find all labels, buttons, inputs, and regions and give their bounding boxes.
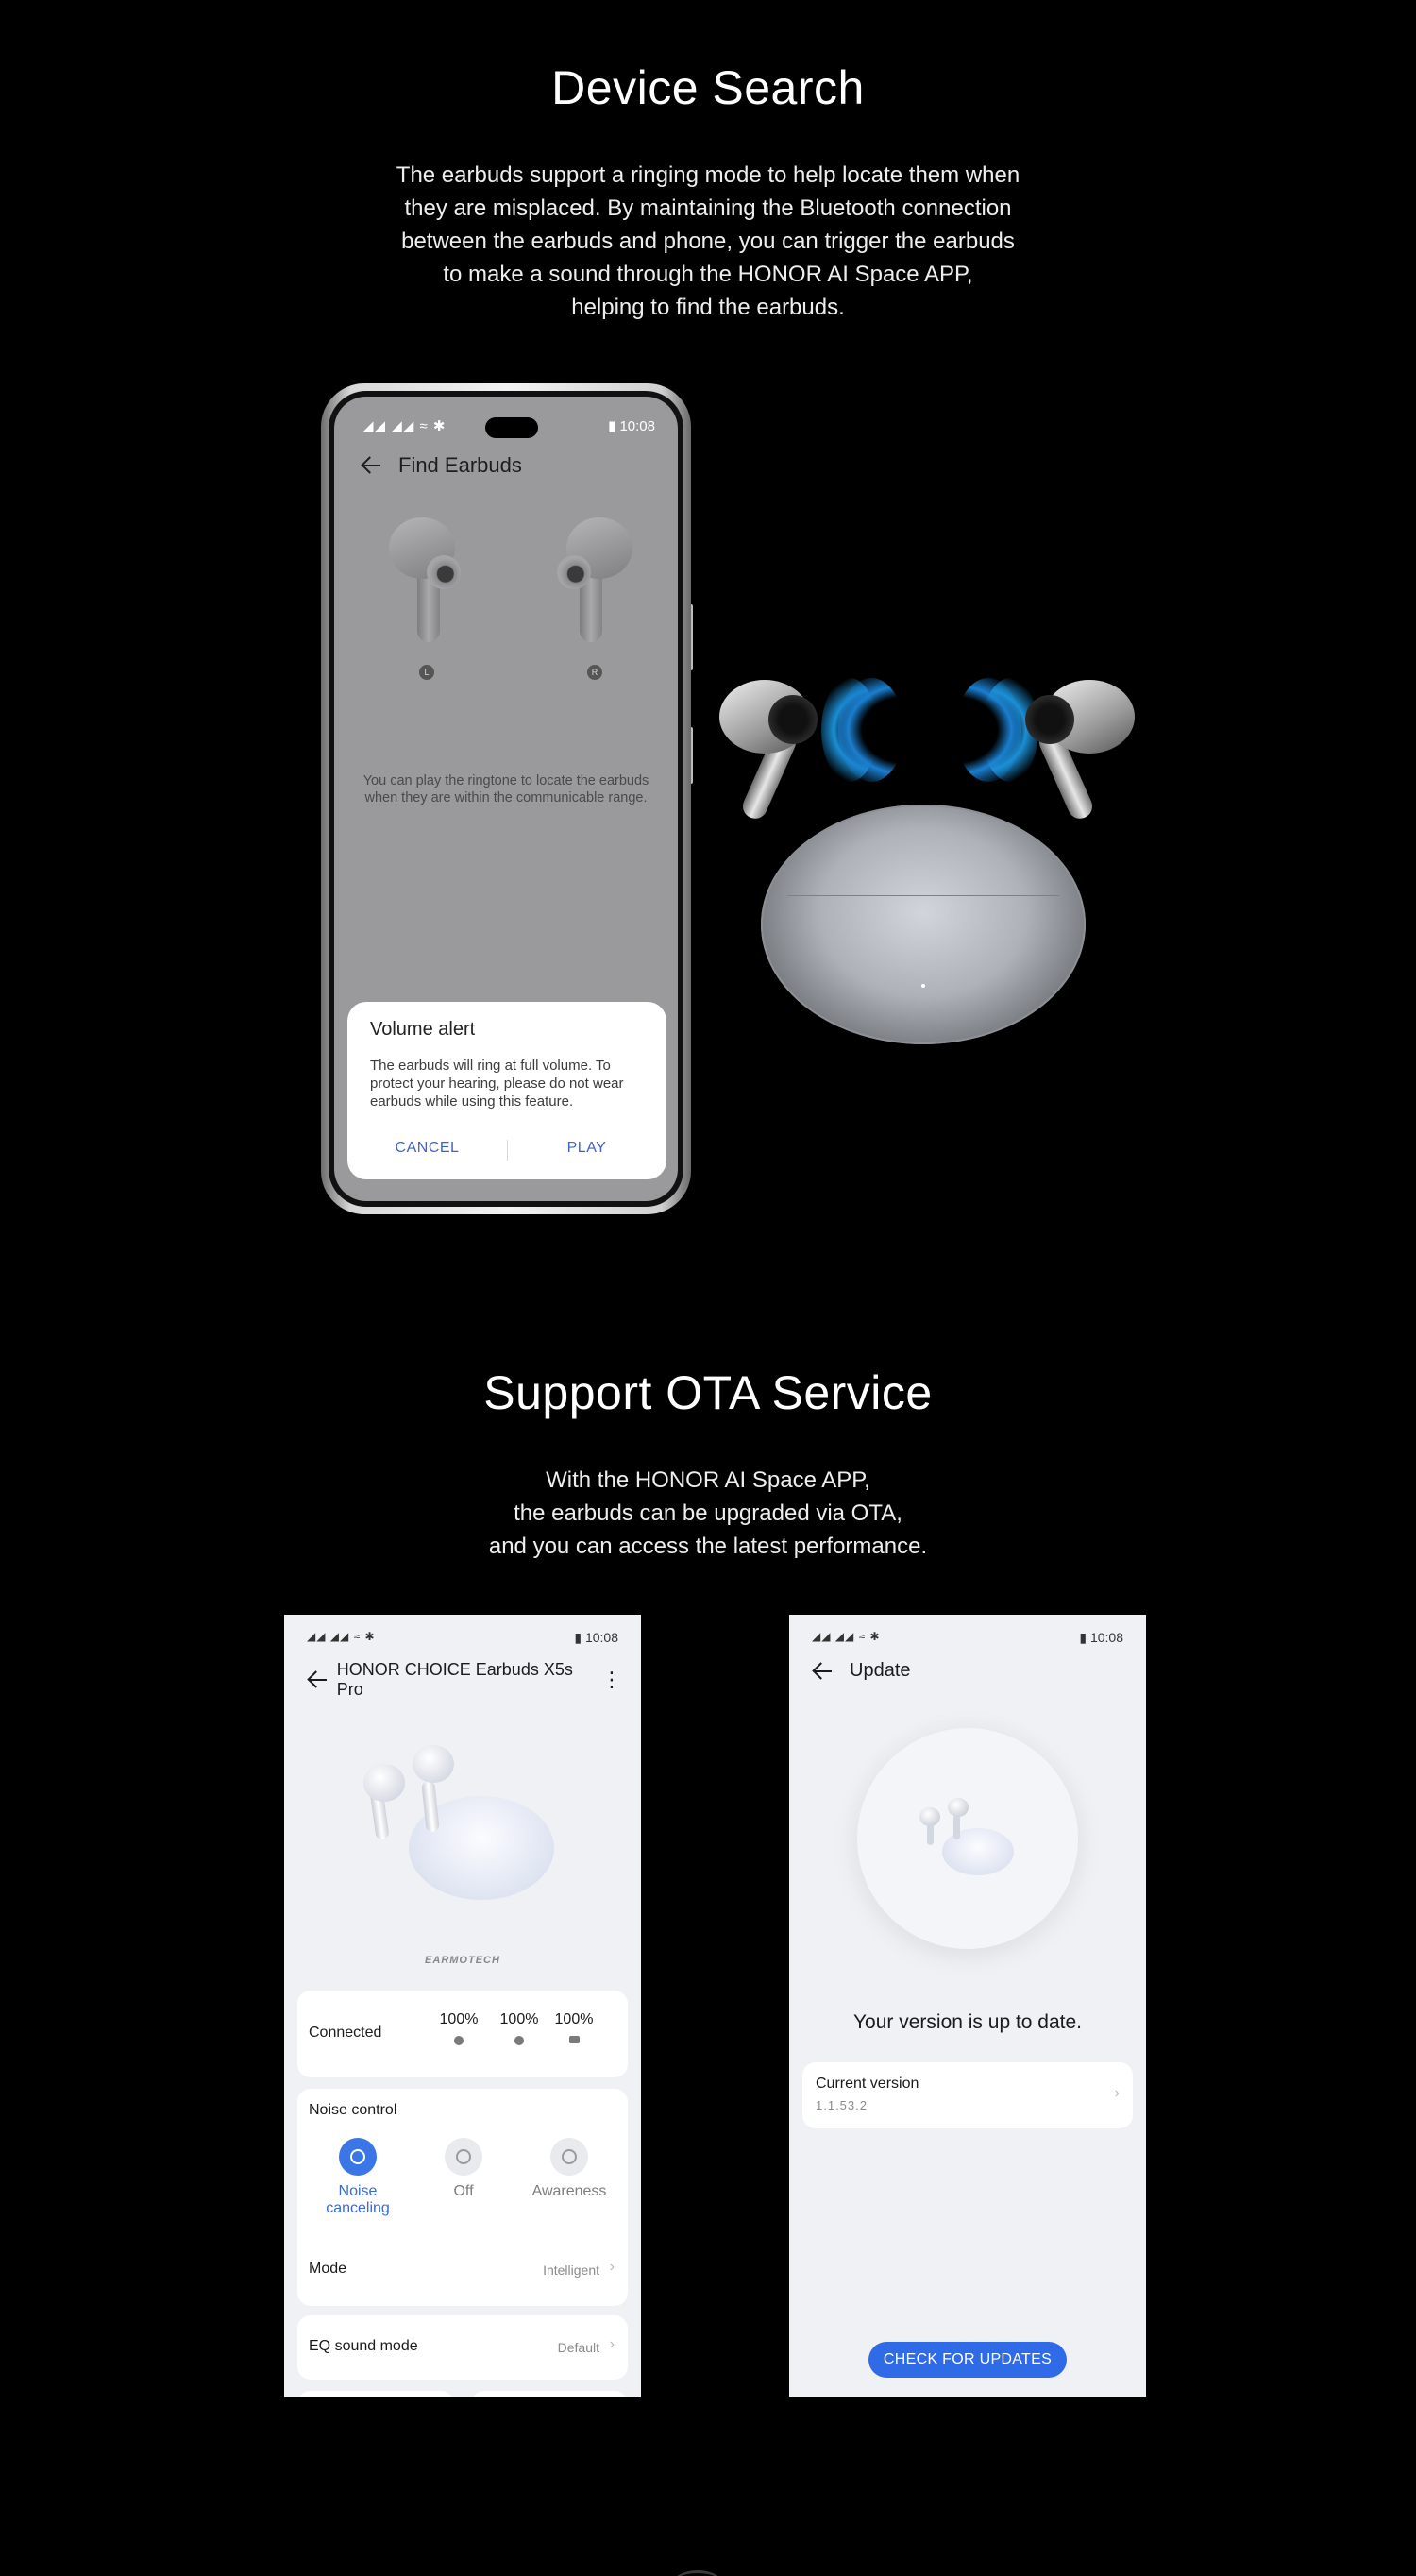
case-battery [552, 2011, 596, 2043]
earbud-tip [768, 695, 818, 744]
left-bud-battery [437, 2011, 480, 2045]
find-earbuds-phone [321, 383, 691, 1214]
noise-off-icon [445, 2138, 482, 2176]
product-bud [919, 1807, 940, 1826]
camera-notch [485, 417, 538, 438]
case-icon [569, 2036, 580, 2043]
update-screen [789, 1615, 1146, 2397]
chevron-right-icon: › [1114, 2085, 1120, 2101]
case-led [921, 984, 925, 988]
sound-wave [838, 678, 904, 782]
cancel-button[interactable]: CANCEL [395, 1140, 460, 1156]
screen-header [361, 453, 522, 478]
phone-bezel [329, 391, 683, 1207]
signal-icons: ◢◢ ◢◢ ≈ ✱ [362, 418, 447, 434]
back-arrow-icon[interactable] [812, 1661, 833, 1682]
right-earbud-badge: R [587, 665, 602, 680]
left-earbud-image[interactable] [389, 517, 464, 640]
screen-title: Find Earbuds [398, 453, 522, 477]
screen-header [812, 1660, 1127, 1682]
up-to-date-status: Your version is up to date. [852, 2011, 1083, 2033]
desc-line: to make a sound through the HONOR AI Space APP, [443, 262, 973, 287]
noise-canceling-option[interactable] [311, 2138, 405, 2217]
earbud-tip [557, 555, 591, 589]
status-time: ▮ 10:08 [574, 1630, 618, 1645]
chevron-right-icon: › [609, 2259, 615, 2275]
volume-alert-dialog [347, 1002, 666, 1179]
desc-line: and you can access the latest performance. [488, 1534, 928, 1559]
awareness-option[interactable] [522, 2138, 616, 2200]
signal-icons: ◢◢ ◢◢ ≈ ✱ [307, 1630, 376, 1643]
left-earbud-badge: L [419, 665, 434, 680]
back-arrow-icon[interactable] [307, 1669, 328, 1690]
current-version-value: 1.1.53.2 [816, 2098, 868, 2112]
left-bud-icon [454, 2036, 464, 2045]
battery-value: 100% [499, 2011, 539, 2027]
dialog-actions [347, 1140, 666, 1162]
mode-label: Mode [309, 2261, 347, 2277]
ringtone-hint: You can play the ringtone to locate the earbuds when they are within the communicable range. [362, 773, 649, 805]
noise-off-option[interactable] [416, 2138, 511, 2200]
current-version-label: Current version [816, 2076, 919, 2092]
desc-line: they are misplaced. By maintaining the Bluetooth connection [404, 195, 1012, 221]
noise-canceling-icon [339, 2138, 377, 2176]
status-bar [812, 1630, 1123, 1647]
ota-title: Support OTA Service [483, 1366, 933, 1419]
earbuds-detail-screen [284, 1615, 641, 2397]
status-time: ▮ 10:08 [1079, 1630, 1123, 1645]
product-bud-stem [953, 1815, 960, 1839]
check-for-updates-button[interactable]: CHECK FOR UPDATES [868, 2342, 1067, 2378]
eq-label: EQ sound mode [309, 2338, 418, 2354]
desc-line: between the earbuds and phone, you can trigger the earbuds [401, 229, 1015, 254]
status-time: ▮ 10:08 [608, 418, 655, 434]
product-bud [948, 1798, 969, 1817]
connection-card [297, 1991, 628, 2077]
product-bud [413, 1745, 454, 1783]
option-label: Awareness [531, 2183, 607, 2199]
dialog-body: The earbuds will ring at full volume. To protect your hearing, please do not wear earbuds while using this feature. [370, 1058, 624, 1110]
ota-description [0, 1464, 1416, 1563]
connected-label: Connected [309, 2025, 382, 2041]
mode-value: Intelligent [543, 2262, 599, 2278]
desc-line: helping to find the earbuds. [571, 295, 845, 320]
current-version-row[interactable] [802, 2062, 1133, 2128]
screen-title: Update [850, 1660, 911, 1681]
brand-mark: EARMOTECH [425, 1955, 500, 1966]
partial-card [297, 2391, 454, 2397]
right-bud-battery [497, 2011, 541, 2045]
battery-value: 100% [439, 2011, 479, 2027]
signal-icons: ◢◢ ◢◢ ≈ ✱ [812, 1630, 881, 1643]
device-search-description [0, 159, 1416, 324]
find-earbuds-screen [334, 397, 678, 1201]
product-bud [363, 1764, 405, 1802]
back-arrow-icon[interactable] [361, 455, 381, 476]
product-image [350, 1736, 577, 1906]
screen-header [307, 1660, 622, 1700]
earbud-tip [1025, 695, 1074, 744]
charging-case [761, 805, 1086, 1044]
right-earbud-image[interactable] [557, 517, 632, 640]
eq-value: Default [557, 2340, 599, 2355]
desc-line: the earbuds can be upgraded via OTA, [514, 1500, 902, 1526]
case-seam [787, 895, 1059, 896]
partial-card [471, 2391, 628, 2397]
awareness-icon [550, 2138, 588, 2176]
more-options-icon[interactable]: ⋮ [601, 1668, 622, 1691]
option-label: Noise canceling [326, 2183, 390, 2216]
device-name: HONOR CHOICE Earbuds X5s Pro [336, 1660, 573, 1699]
option-label: Off [453, 2183, 474, 2199]
chevron-right-icon: › [609, 2336, 615, 2352]
dialog-title: Volume alert [370, 1019, 476, 1040]
noise-control-label: Noise control [309, 2102, 397, 2118]
device-search-title: Device Search [551, 61, 865, 114]
noise-control-card [297, 2089, 628, 2306]
status-bar [307, 1630, 618, 1647]
earbud-tip [427, 555, 461, 589]
play-button[interactable]: PLAY [566, 1140, 607, 1156]
product-image [914, 1796, 1027, 1881]
partial-decoration [672, 2570, 723, 2576]
desc-line: With the HONOR AI Space APP, [546, 1467, 870, 1493]
desc-line: The earbuds support a ringing mode to help locate them when [396, 162, 1020, 188]
eq-sound-mode-row[interactable] [297, 2315, 628, 2380]
product-circle [857, 1728, 1078, 1949]
right-bud-icon [514, 2036, 524, 2045]
earbuds-ringing-illustration [717, 661, 1142, 1058]
battery-value: 100% [554, 2011, 594, 2027]
